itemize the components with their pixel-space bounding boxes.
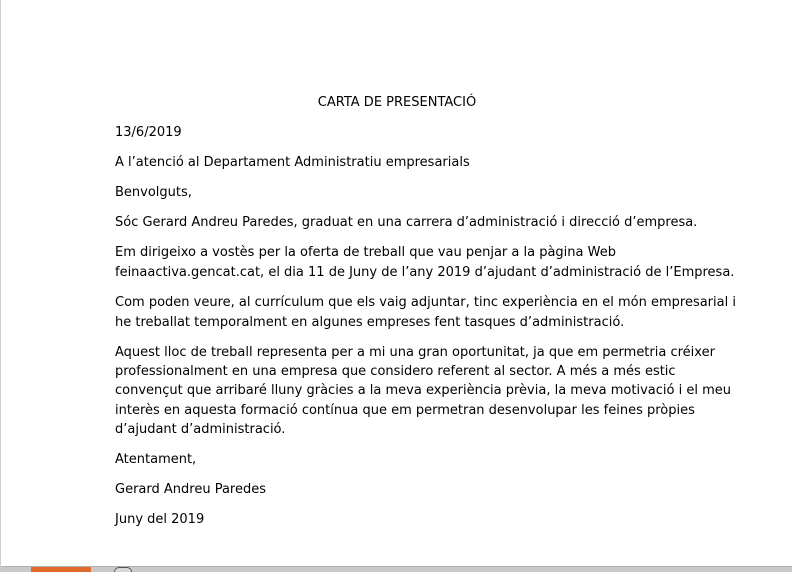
greeting: Benvolguts,	[115, 185, 192, 200]
taskbar-circle-icon[interactable]	[114, 567, 132, 572]
footer-date: Juny del 2019	[115, 512, 205, 527]
paragraph-1-line-1: Em dirigeixo a vostès per la oferta de treball que vau penjar a la pàgina Web	[115, 245, 616, 260]
signature: Gerard Andreu Paredes	[115, 482, 266, 497]
paragraph-3-line-5: d’ajudant d’administració.	[115, 422, 286, 437]
paragraph-3-line-4: interès en aquesta formació contínua que em permetran desenvolupar les feines pròpies	[115, 403, 695, 418]
recipient-line: A l’atenció al Departament Administratiu empresarials	[115, 155, 470, 170]
paragraph-3-line-3: convençut que arribaré lluny gràcies a la meva experiència prèvia, la meva motivació i el meu	[115, 383, 731, 398]
intro-paragraph: Sóc Gerard Andreu Paredes, graduat en una carrera d’administració i direcció d’empresa.	[115, 215, 698, 230]
letter-date: 13/6/2019	[115, 125, 182, 140]
document-title: CARTA DE PRESENTACIÓ	[317, 95, 477, 110]
paragraph-2-line-1: Com poden veure, al currículum que els vaig adjuntar, tinc experiència en el món empresarial i	[115, 295, 736, 310]
taskbar-app-button[interactable]	[31, 567, 91, 572]
closing: Atentament,	[115, 452, 197, 467]
paragraph-3-line-1: Aquest lloc de treball representa per a mi una gran oportunitat, ja que em permetria créixer	[115, 345, 715, 360]
paragraph-1-line-2: feinaactiva.gencat.cat, el dia 11 de Juny de l’any 2019 d’ajudant d’administració de l’Empresa.	[115, 265, 735, 280]
paragraph-2-line-2: he treballat temporalment en algunes empreses fent tasques d’administració.	[115, 315, 625, 330]
paragraph-3-line-2: professionalment en una empresa que considero referent al sector. A més a més estic	[115, 364, 676, 379]
taskbar	[1, 566, 792, 572]
